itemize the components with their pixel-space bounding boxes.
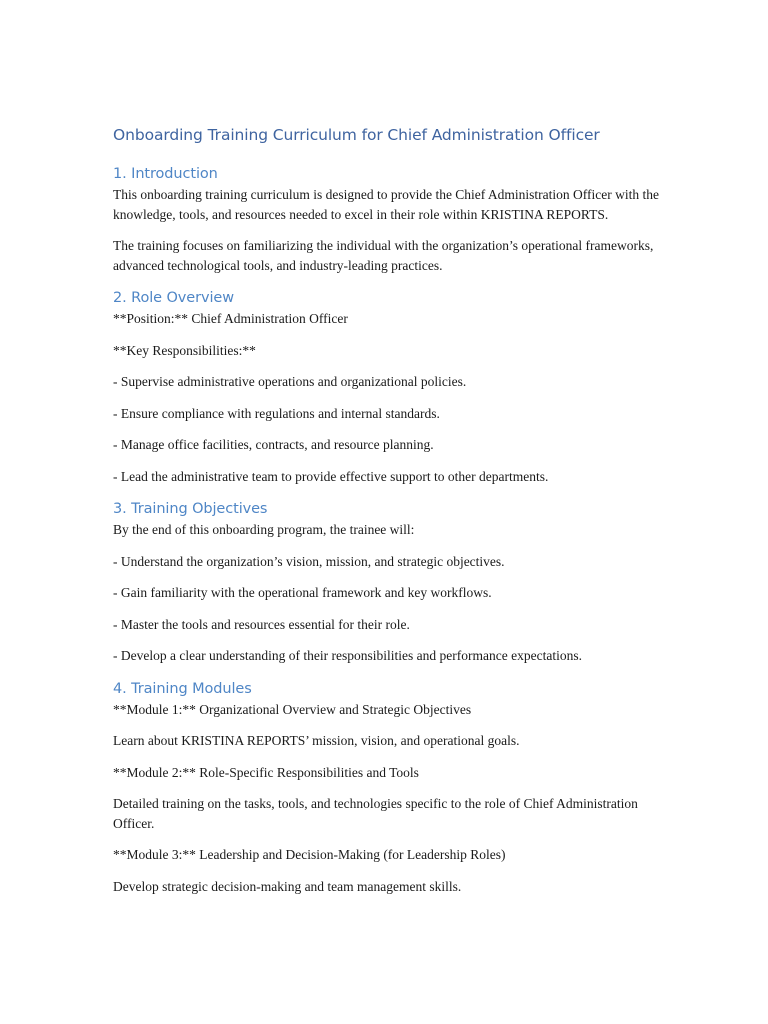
section-heading: 4. Training Modules [113, 680, 252, 697]
paragraph: Detailed training on the tasks, tools, and technologies specific to the role of Chief Administration Officer. [113, 796, 638, 831]
document-title: Onboarding Training Curriculum for Chief Administration Officer [113, 126, 600, 144]
list-item: - Develop a clear understanding of their responsibilities and performance expectations. [113, 648, 582, 663]
list-item: - Supervise administrative operations and organizational policies. [113, 374, 467, 389]
section-training-objectives [113, 498, 673, 666]
section-role-overview [113, 287, 673, 486]
paragraph: **Key Responsibilities:** [113, 342, 256, 358]
document-page [113, 123, 673, 908]
list-item: - Lead the administrative team to provide effective support to other departments. [113, 468, 549, 484]
paragraph: The training focuses on familiarizing the individual with the organization’s operational frameworks, advanced technological tools, and industry-leading practices. [113, 238, 654, 273]
section-heading: 3. Training Objectives [113, 501, 268, 517]
paragraph: This onboarding training curriculum is designed to provide the Chief Administration Officer with the knowledge, tools, and resources needed to excel in their role within KRISTINA REPORTS. [113, 187, 660, 222]
list-item: - Ensure compliance with regulations and internal standards. [113, 405, 440, 421]
list-item: - Understand the organization’s vision, mission, and strategic objectives. [113, 553, 505, 569]
section-heading: 2. Role Overview [113, 290, 234, 306]
paragraph: **Module 2:** Role-Specific Responsibilities and Tools [113, 764, 419, 780]
list-item: - Manage office facilities, contracts, and resource planning. [113, 437, 434, 452]
paragraph: By the end of this onboarding program, the trainee will: [113, 522, 415, 537]
paragraph: **Module 3:** Leadership and Decision-Making (for Leadership Roles) [113, 847, 506, 862]
list-item: - Master the tools and resources essential for their role. [113, 616, 410, 632]
section-introduction [113, 163, 673, 275]
paragraph: Develop strategic decision-making and team management skills. [113, 878, 462, 894]
list-item: - Gain familiarity with the operational framework and key workflows. [113, 585, 492, 600]
paragraph: Learn about KRISTINA REPORTS’ mission, vision, and operational goals. [113, 733, 520, 748]
section-training-modules [113, 678, 673, 897]
paragraph: **Module 1:** Organizational Overview and Strategic Objectives [113, 701, 472, 717]
paragraph: **Position:** Chief Administration Officer [113, 311, 348, 326]
section-heading: 1. Introduction [113, 166, 218, 182]
